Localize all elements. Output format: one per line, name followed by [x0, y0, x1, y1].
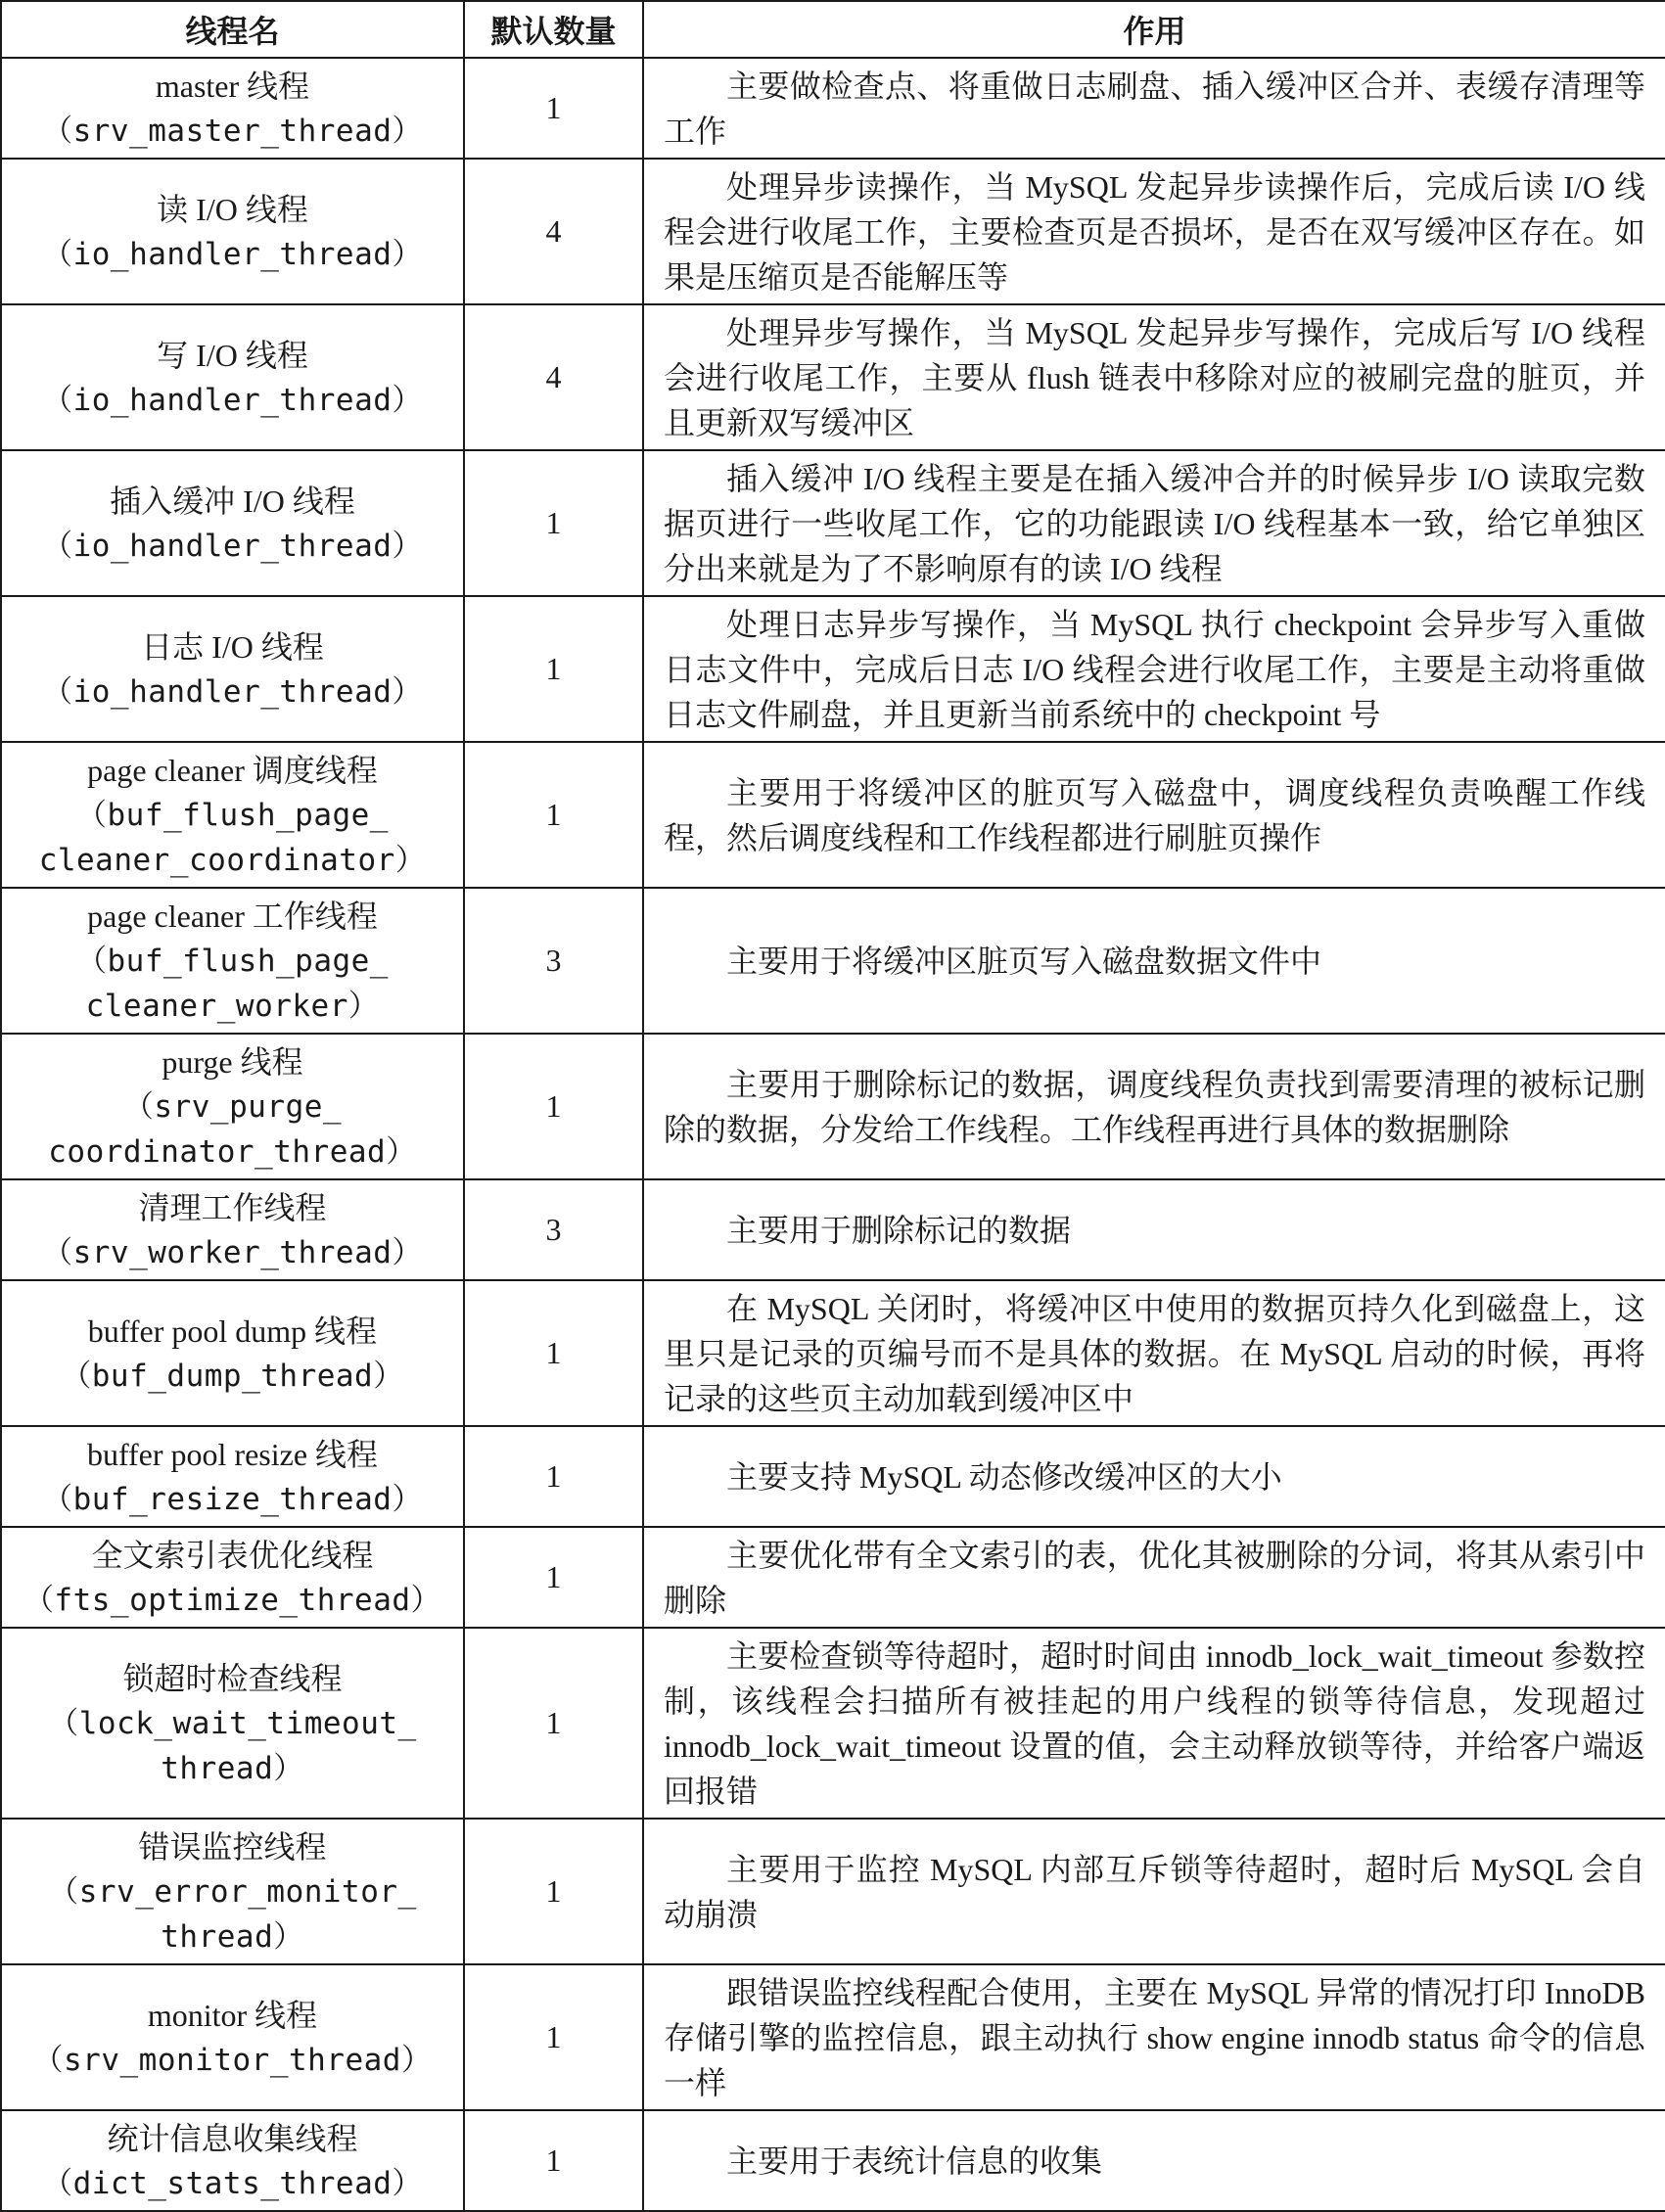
thread-name: 清理工作线程: [138, 1189, 327, 1225]
thread-name-cell: [1, 1527, 464, 1628]
purpose-cell: [643, 888, 1665, 1034]
purpose-text: 主要支持 MySQL 动态修改缓冲区的大小: [726, 1458, 1282, 1495]
thread-function-line: （srv_error_monitor_: [48, 1873, 417, 1910]
purpose-cell: [643, 1527, 1665, 1628]
purpose-text: 主要做检查点、将重做日志刷盘、插入缓冲区合并、表缓存清理等工作: [664, 68, 1645, 149]
thread-name-cell: [1, 742, 464, 888]
thread-name: master 线程: [155, 68, 310, 104]
thread-name: page cleaner 调度线程: [87, 752, 378, 788]
thread-name-cell: [1, 596, 464, 742]
purpose-cell: [643, 159, 1665, 304]
table-row: [1, 1034, 1665, 1179]
purpose-cell: [643, 1819, 1665, 1964]
purpose-text: 主要用于表统计信息的收集: [726, 2143, 1103, 2179]
purpose-text: 处理日志异步写操作，当 MySQL 执行 checkpoint 会异步写入重做日志文件中，完成后日志 I/O 线程会进行收尾工作，主要是主动将重做日志文件刷盘，并且更新当前系统中的 checkpoint 号: [664, 606, 1645, 732]
thread-name-cell: [1, 450, 464, 596]
thread-function-line: （lock_wait_timeout_: [48, 1705, 417, 1741]
purpose-cell: [643, 1426, 1665, 1527]
thread-function: （io_handler_thread）: [42, 528, 423, 564]
table-row: [1, 1179, 1665, 1280]
thread-name-cell: [1, 159, 464, 304]
purpose-text: 主要用于删除标记的数据: [726, 1212, 1072, 1248]
thread-function-line: coordinator_thread）: [48, 1133, 417, 1170]
purpose-cell: [643, 304, 1665, 450]
thread-name-cell: [1, 58, 464, 159]
header-thread-name: 线程名: [1, 1, 464, 58]
table-row: [1, 304, 1665, 450]
thread-name: monitor 线程: [147, 1997, 318, 2033]
purpose-text: 跟错误监控线程配合使用，主要在 MySQL 异常的情况打印 InnoDB 存储引擎的监控信息，跟主动执行 show engine innodb status 命令的信息一样: [664, 1974, 1645, 2100]
default-count: 1: [464, 1964, 643, 2110]
purpose-cell: [643, 2110, 1665, 2211]
thread-function-line: cleaner_worker）: [85, 988, 380, 1024]
default-count: 4: [464, 159, 643, 304]
thread-name: 读 I/O 线程: [157, 191, 308, 227]
purpose-cell: [643, 1280, 1665, 1426]
default-count: 1: [464, 1628, 643, 1819]
thread-function: （srv_master_thread）: [42, 113, 423, 149]
thread-name: buffer pool resize 线程: [86, 1436, 379, 1472]
thread-name-cell: [1, 1280, 464, 1426]
default-count: 3: [464, 888, 643, 1034]
thread-function-line: cleaner_coordinator）: [38, 842, 427, 878]
purpose-text: 处理异步读操作，当 MySQL 发起异步读操作后，完成后读 I/O 线程会进行收尾工作，主要检查页是否损坏，是否在双写缓冲区存在。如果是压缩页是否能解压等: [664, 168, 1645, 295]
purpose-cell: [643, 596, 1665, 742]
table-row: [1, 1819, 1665, 1964]
default-count: 3: [464, 1179, 643, 1280]
purpose-cell: [643, 1179, 1665, 1280]
purpose-text: 主要用于删除标记的数据，调度线程负责找到需要清理的被标记删除的数据，分发给工作线程。工作线程再进行具体的数据删除: [664, 1066, 1645, 1147]
table-row: [1, 450, 1665, 596]
default-count: 1: [464, 1034, 643, 1179]
default-count: 1: [464, 1819, 643, 1964]
thread-name-cell: [1, 2110, 464, 2211]
purpose-cell: [643, 742, 1665, 888]
thread-function-line: （srv_purge_: [122, 1088, 343, 1125]
default-count: 1: [464, 450, 643, 596]
header-default-count: 默认数量: [464, 1, 643, 58]
purpose-text: 处理异步写操作，当 MySQL 发起异步写操作，完成后写 I/O 线程会进行收尾工作，主要从 flush 链表中移除对应的被刷完盘的脏页，并且更新双写缓冲区: [664, 314, 1645, 440]
thread-function: （buf_resize_thread）: [42, 1481, 423, 1517]
table-row: [1, 1527, 1665, 1628]
thread-function: （dict_stats_thread）: [42, 2165, 423, 2201]
thread-function: （buf_dump_thread）: [61, 1358, 404, 1394]
thread-name: 统计信息收集线程: [107, 2120, 358, 2156]
thread-name-cell: [1, 888, 464, 1034]
purpose-cell: [643, 450, 1665, 596]
default-count: 1: [464, 2110, 643, 2211]
purpose-text: 插入缓冲 I/O 线程主要是在插入缓冲合并的时候异步 I/O 读取完数据页进行一些收尾工作，它的功能跟读 I/O 线程基本一致，给它单独区分出来就是为了不影响原有的读 I/O 线程: [664, 460, 1645, 586]
purpose-cell: [643, 1628, 1665, 1819]
thread-name: 写 I/O 线程: [157, 337, 308, 373]
default-count: 1: [464, 1426, 643, 1527]
thread-function-line: thread）: [161, 1750, 304, 1786]
purpose-cell: [643, 58, 1665, 159]
table-row: [1, 58, 1665, 159]
default-count: 1: [464, 596, 643, 742]
default-count: 1: [464, 742, 643, 888]
default-count: 1: [464, 58, 643, 159]
table-row: [1, 1426, 1665, 1527]
thread-function: （fts_optimize_thread）: [23, 1582, 442, 1618]
thread-name: 插入缓冲 I/O 线程: [110, 483, 355, 519]
default-count: 4: [464, 304, 643, 450]
thread-name: buffer pool dump 线程: [87, 1313, 378, 1349]
purpose-text: 主要优化带有全文索引的表，优化其被删除的分词，将其从索引中删除: [664, 1537, 1645, 1618]
thread-name-cell: [1, 304, 464, 450]
thread-name-cell: [1, 1819, 464, 1964]
table-row: [1, 1280, 1665, 1426]
thread-name-cell: [1, 1628, 464, 1819]
thread-name: 锁超时检查线程: [122, 1660, 343, 1696]
thread-name: purge 线程: [162, 1043, 303, 1080]
thread-name-cell: [1, 1179, 464, 1280]
thread-function: （srv_worker_thread）: [42, 1234, 423, 1270]
table-row: [1, 1628, 1665, 1819]
purpose-text: 主要用于将缓冲区的脏页写入磁盘中，调度线程负责唤醒工作线程，然后调度线程和工作线程都进行刷脏页操作: [664, 774, 1645, 855]
thread-function: （io_handler_thread）: [42, 673, 423, 710]
table-row: [1, 888, 1665, 1034]
default-count: 1: [464, 1527, 643, 1628]
purpose-text: 主要用于将缓冲区脏页写入磁盘数据文件中: [726, 943, 1322, 979]
thread-name: 错误监控线程: [138, 1828, 327, 1865]
thread-function: （io_handler_thread）: [42, 236, 423, 272]
thread-name-cell: [1, 1426, 464, 1527]
thread-function-line: thread）: [161, 1918, 304, 1955]
default-count: 1: [464, 1280, 643, 1426]
purpose-text: 主要检查锁等待超时，超时时间由 innodb_lock_wait_timeout 参数控制，该线程会扫描所有被挂起的用户线程的锁等待信息，发现超过 innodb_lock_wait_timeout 设置的值，会主动释放锁等待，并给客户端返回报错: [664, 1637, 1645, 1809]
purpose-cell: [643, 1964, 1665, 2110]
thread-function: （io_handler_thread）: [42, 382, 423, 418]
thread-name: page cleaner 工作线程: [87, 898, 378, 934]
thread-function: （srv_monitor_thread）: [32, 2042, 433, 2078]
thread-function-line: （buf_flush_page_: [76, 943, 389, 979]
thread-name-cell: [1, 1034, 464, 1179]
thread-name: 全文索引表优化线程: [91, 1537, 374, 1573]
thread-name: 日志 I/O 线程: [141, 628, 324, 665]
thread-name-cell: [1, 1964, 464, 2110]
table-row: [1, 1964, 1665, 2110]
table-row: [1, 2110, 1665, 2211]
purpose-text: 主要用于监控 MySQL 内部互斥锁等待超时，超时后 MySQL 会自动崩溃: [664, 1851, 1645, 1932]
purpose-text: 在 MySQL 关闭时，将缓冲区中使用的数据页持久化到磁盘上，这里只是记录的页编号而不是具体的数据。在 MySQL 启动的时候，再将记录的这些页主动加载到缓冲区中: [664, 1290, 1645, 1416]
table-row: [1, 742, 1665, 888]
table-header-row: [1, 1, 1665, 58]
purpose-cell: [643, 1034, 1665, 1179]
thread-function-line: （buf_flush_page_: [76, 797, 389, 833]
table-row: [1, 596, 1665, 742]
table-row: [1, 159, 1665, 304]
header-purpose: 作用: [643, 1, 1665, 58]
